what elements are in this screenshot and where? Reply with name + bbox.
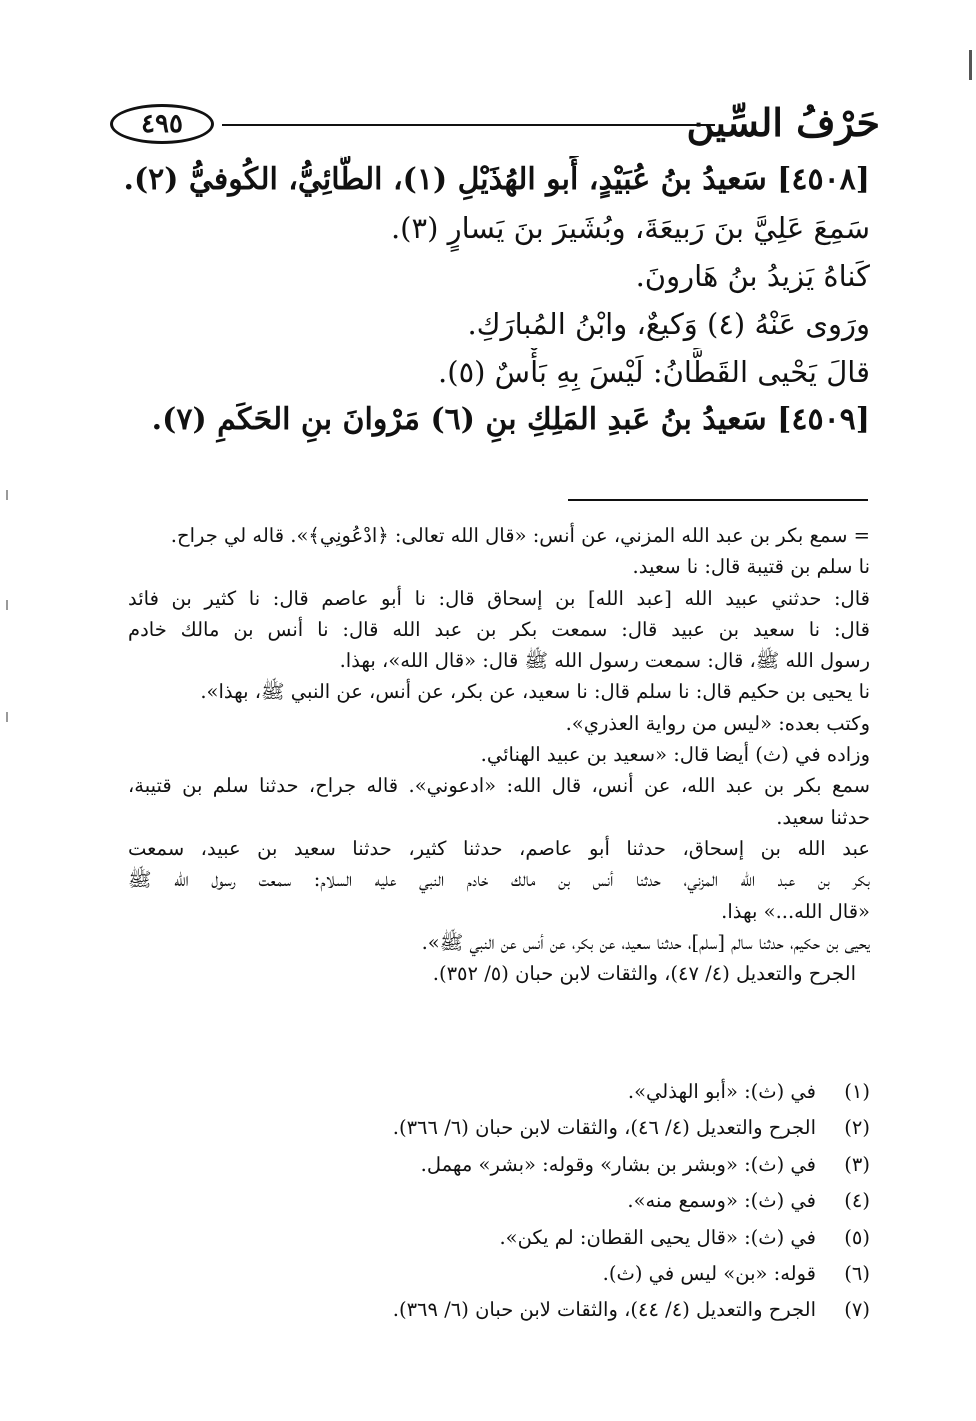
footnote-text: في (ث): «قال يحيى القطان: لم يكن». <box>499 1225 816 1249</box>
entry-heading-4509: [٤٥٠٩] سَعيدُ بنُ عَبدِ المَلِكِ بنِ (٦) مَرْوانَ بنِ الحَكَمِ (٧). <box>151 402 870 437</box>
footnote-2 <box>128 1110 870 1146</box>
footnote-text: في (ث): «وبشر بن بشار» وقوله: «بشر» مهمل. <box>420 1152 816 1176</box>
scan-edge-mark <box>969 50 972 80</box>
note-line: نا سلم بن قتيبة قال: نا سعيد. <box>632 555 870 579</box>
footnote-number: (٦) <box>844 1261 870 1285</box>
main-text-line: كَناهُ يَزيدُ بنُ هَارونَ. <box>635 259 870 293</box>
footnote-number: (٢) <box>844 1116 870 1140</box>
footnote-6 <box>128 1256 870 1292</box>
note-line: قال: حدثني عبيد الله [عبد الله] بن إسحاق قال: نا أبو عاصم قال: نا كثير بن فائد <box>128 586 870 610</box>
note-line: نا يحيى بن حكيم قال: نا سلم قال: نا سعيد، عن بكر، عن أنس، عن النبي ﷺ، بهذا». <box>200 680 870 704</box>
main-text-line: سَمِعَ عَلِيَّ بنَ رَبيعَةَ، وبُشَيرَ بنَ يَسارٍ (٣). <box>390 211 870 245</box>
footnote-number: (٥) <box>844 1225 870 1249</box>
footnote-5 <box>128 1220 870 1256</box>
page-number: ٤٩٥ <box>110 104 214 144</box>
footnote-1 <box>128 1074 870 1110</box>
main-text-line: ورَوى عَنْهُ (٤) وَكيعٌ، وابْنُ المُبارَكِ. <box>467 307 870 341</box>
note-line-bold: وزاده في (ث) أيضا قال: «سعيد بن عبيد الهنائي. <box>480 743 870 767</box>
note-line: وكتب بعده: «ليس من رواية العذري». <box>565 711 870 735</box>
note-line: قال: نا سعيد بن عبيد قال: سمعت بكر بن عبد الله قال: نا أنس بن مالك خادم <box>128 617 870 641</box>
entry-heading-4508: [٤٥٠٨] سَعيدُ بنُ عُبَيْدٍ، أَبو الهُذَيْلِ (١)، الطَّائِيُّ، الكُوفيُّ (٢). <box>123 162 870 197</box>
note-line: يحيى بن حكيم، حدثنا سالم [سلم]، حدثنا سعيد، عن بكر، عن أنس عن النبي ﷺ». <box>421 930 870 954</box>
footnote-number: (٣) <box>844 1152 870 1176</box>
main-text-line: قالَ يَحْيى القَطَّانُ: لَيْسَ بِهِ بَأْسٌ (٥). <box>438 355 870 389</box>
scan-edge-mark <box>6 490 8 500</box>
footnote-4 <box>128 1183 870 1219</box>
header-rule <box>222 124 715 126</box>
footnote-text: في (ث): «وسمع منه». <box>627 1189 816 1213</box>
footnotes <box>128 1074 870 1329</box>
footnote-separator <box>568 499 868 501</box>
note-line: = سمع بكر بن عبد الله المزني، عن أنس: «قال الله تعالى: ﴿ادْعُونِي﴾». قاله لي جراح. <box>170 524 870 547</box>
footnote-text: قوله: «بن» ليس في (ث). <box>602 1261 816 1285</box>
footnote-text: الجرح والتعديل (٤/ ٤٦)، والثقات لابن حبان (٦/ ٣٦٦). <box>392 1116 816 1140</box>
note-line: رسول الله ﷺ، قال: سمعت رسول الله ﷺ قال: «قال الله»، بهذا. <box>339 649 870 673</box>
footnote-number: (١) <box>844 1080 870 1103</box>
main-text <box>110 156 870 444</box>
footnote-continuation <box>128 520 870 989</box>
page-header <box>110 98 880 154</box>
note-line: حدثنا سعيد. <box>776 805 870 829</box>
footnote-7 <box>128 1292 870 1328</box>
note-line: عبد الله بن إسحاق، حدثنا أبو عاصم، حدثنا كثير، حدثنا سعيد بن عبيد، سمعت <box>128 836 870 860</box>
note-line: سمع بكر بن عبد الله، عن أنس، قال الله: «ادعوني». قاله جراح، حدثنا سلم بن قتيبة، <box>128 774 870 798</box>
footnote-number: (٤) <box>844 1189 870 1213</box>
footnote-3 <box>128 1147 870 1183</box>
note-line: الجرح والتعديل (٤/ ٤٧)، والثقات لابن حبان (٥/ ٣٥٢). <box>432 962 856 986</box>
scan-edge-mark <box>6 600 8 610</box>
note-line: بكر بن عبد الله المزني، حدثنا أنس بن مالك خادم النبي عليه السلام: سمعت رسول الله ﷺ <box>128 868 870 892</box>
note-line: «قال الله...» بهذا. <box>721 899 870 923</box>
scan-edge-mark <box>6 712 8 722</box>
footnote-number: (٧) <box>844 1298 870 1322</box>
chapter-title: حَرْفُ السِّين <box>686 100 880 145</box>
footnote-text: الجرح والتعديل (٤/ ٤٤)، والثقات لابن حبان (٦/ ٣٦٩). <box>392 1298 816 1322</box>
footnote-text: في (ث): «أبو الهذلي». <box>627 1080 816 1103</box>
